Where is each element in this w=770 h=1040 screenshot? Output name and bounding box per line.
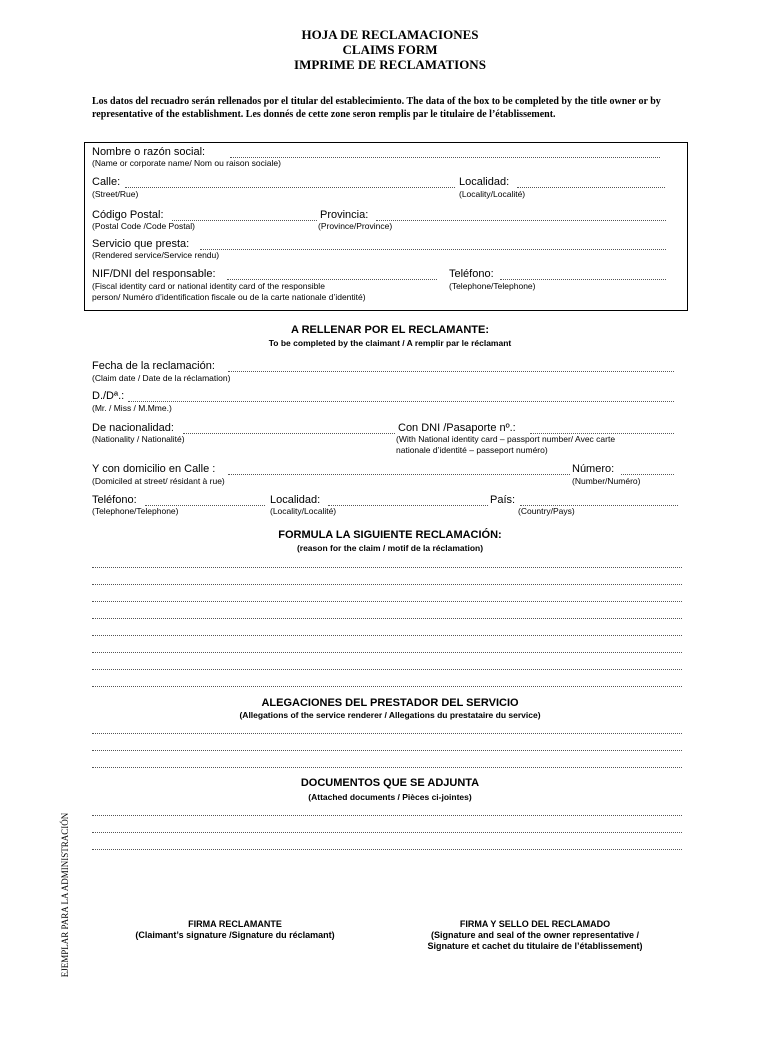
claim-text-line[interactable] xyxy=(92,601,682,602)
documents-section-subtitle: (Attached documents / Pièces ci-jointes) xyxy=(308,792,472,802)
claim-text-line[interactable] xyxy=(92,635,682,636)
form-title-es: HOJA DE RECLAMACIONES xyxy=(301,27,479,42)
nif-sub-2: person/ Numéro d’identification fiscale ou de la carte nationale d’identité) xyxy=(92,292,366,302)
claim-text-line[interactable] xyxy=(92,567,682,568)
intro-text: Los datos del recuadro serán rellenados por el titular del establecimiento. The data of the box to be completed by the title owner or by representative of the establishment. Les donnés de cette zone seron remplis par le titulaire de l’établissement. xyxy=(92,96,661,120)
allegation-text-line[interactable] xyxy=(92,767,682,768)
claimant-signature-title: FIRMA RECLAMANTE xyxy=(188,919,282,929)
number-sub: (Number/Numéro) xyxy=(572,476,641,486)
owner-signature-title: FIRMA Y SELLO DEL RECLAMADO xyxy=(459,919,611,929)
service-label: Servicio que presta: xyxy=(92,238,190,250)
claimant-section-title: A RELLENAR POR EL RECLAMANTE: xyxy=(291,324,489,336)
locality-label: Localidad: xyxy=(459,176,510,188)
locality-field[interactable] xyxy=(517,187,665,188)
allegations-section-title: ALEGACIONES DEL PRESTADOR DEL SERVICIO xyxy=(261,697,519,709)
claim-date-field[interactable] xyxy=(228,371,674,372)
owner-signature-sub-1: (Signature and seal of the owner representative / xyxy=(430,930,640,940)
establishment-name-sub: (Name or corporate name/ Nom ou raison sociale) xyxy=(92,158,281,168)
establishment-name-field[interactable] xyxy=(230,157,660,158)
service-sub: (Rendered service/Service rendu) xyxy=(92,250,220,260)
nationality-label: De nacionalidad: xyxy=(92,422,174,434)
address-sub: (Domiciled at street/ résidant à rue) xyxy=(92,476,225,486)
owner-signature-sub-2: Signature et cachet du titulaire de l’établissement) xyxy=(427,941,643,951)
country-label: País: xyxy=(490,494,516,506)
nationality-sub: (Nationality / Nationalité) xyxy=(92,434,185,444)
claim-text-line[interactable] xyxy=(92,618,682,619)
claim-text-line[interactable] xyxy=(92,686,682,687)
province-label: Provincia: xyxy=(320,209,369,221)
postal-code-sub: (Postal Code /Code Postal) xyxy=(92,221,195,231)
claim-date-label: Fecha de la reclamación: xyxy=(92,360,215,372)
owner-signature-block[interactable] xyxy=(395,919,675,952)
number-field[interactable] xyxy=(621,474,674,475)
establishment-phone-sub: (Telephone/Telephone) xyxy=(449,281,536,291)
document-text-line[interactable] xyxy=(92,849,682,850)
claim-date-sub: (Claim date / Date de la réclamation) xyxy=(92,373,231,383)
claimant-locality-label: Localidad: xyxy=(270,494,321,506)
postal-code-label: Código Postal: xyxy=(92,209,164,221)
claimant-name-field[interactable] xyxy=(128,401,674,402)
dni-label: Con DNI /Pasaporte nº.: xyxy=(398,422,516,434)
establishment-phone-field[interactable] xyxy=(500,279,666,280)
service-field[interactable] xyxy=(200,249,666,250)
nif-sub-1: (Fiscal identity card or national identity card of the responsible xyxy=(92,281,325,291)
claim-text-line[interactable] xyxy=(92,669,682,670)
claim-section-title: FORMULA LA SIGUIENTE RECLAMACIÓN: xyxy=(278,529,502,541)
form-title-fr: IMPRIME DE RECLAMATIONS xyxy=(294,57,486,72)
claimant-section-subtitle: To be completed by the claimant / A remplir par le réclamant xyxy=(268,338,512,348)
documents-section-title: DOCUMENTOS QUE SE ADJUNTA xyxy=(300,777,480,789)
address-field[interactable] xyxy=(228,474,570,475)
allegations-section-subtitle: (Allegations of the service renderer / Allegations du prestataire du service) xyxy=(239,710,541,720)
side-label: EJEMPLAR PARA LA ADMINISTRACIÓN xyxy=(60,812,70,978)
claim-section-subtitle: (reason for the claim / motif de la réclamation) xyxy=(296,543,484,553)
dni-sub-1: (With National identity card – passport number/ Avec carte xyxy=(396,434,616,444)
locality-sub: (Locality/Localité) xyxy=(459,189,526,199)
nif-field[interactable] xyxy=(227,279,437,280)
allegation-text-line[interactable] xyxy=(92,750,682,751)
claimant-phone-sub: (Telephone/Telephone) xyxy=(92,506,179,516)
claim-text-line[interactable] xyxy=(92,584,682,585)
number-label: Número: xyxy=(572,463,615,475)
country-sub: (Country/Pays) xyxy=(518,506,575,516)
claimant-name-label: D./Dª.: xyxy=(92,390,125,402)
document-text-line[interactable] xyxy=(92,815,682,816)
claimant-signature-sub: (Claimant’s signature /Signature du réclamant) xyxy=(135,930,335,940)
claimant-signature-block[interactable] xyxy=(100,919,370,941)
nationality-field[interactable] xyxy=(183,433,395,434)
form-title-en: CLAIMS FORM xyxy=(342,42,438,57)
province-field[interactable] xyxy=(376,220,666,221)
address-label: Y con domicilio en Calle : xyxy=(92,463,216,475)
claim-text-line[interactable] xyxy=(92,652,682,653)
claimant-name-sub: (Mr. / Miss / M.Mme.) xyxy=(92,403,172,413)
dni-sub-2: nationale d’identité – passeport numéro) xyxy=(396,445,548,455)
claimant-locality-sub: (Locality/Localité) xyxy=(270,506,337,516)
establishment-name-label: Nombre o razón social: xyxy=(92,146,206,158)
province-sub: (Province/Province) xyxy=(318,221,393,231)
claimant-locality-field[interactable] xyxy=(328,505,488,506)
establishment-phone-label: Teléfono: xyxy=(449,268,494,280)
street-label: Calle: xyxy=(92,176,121,188)
document-text-line[interactable] xyxy=(92,832,682,833)
nif-label: NIF/DNI del responsable: xyxy=(92,268,216,280)
street-field[interactable] xyxy=(125,187,455,188)
street-sub: (Street/Rue) xyxy=(92,189,139,199)
claimant-phone-label: Teléfono: xyxy=(92,494,137,506)
allegation-text-line[interactable] xyxy=(92,733,682,734)
